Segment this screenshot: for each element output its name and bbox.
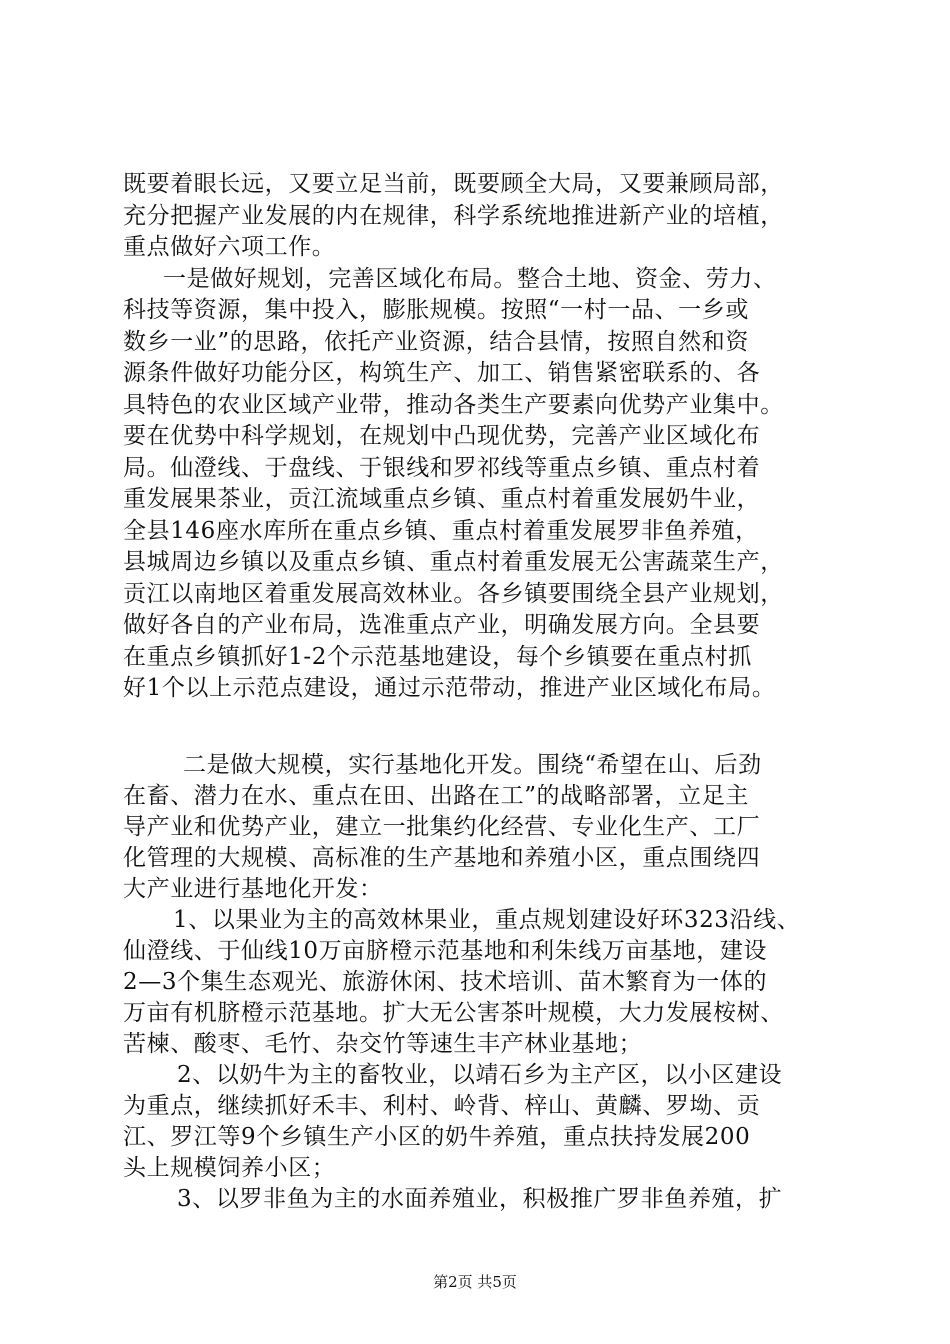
- text-line: 重点做好六项工作。: [123, 234, 336, 260]
- list-item-start-line: 1、以果业为主的高效林果业，重点规划建设好环323沿线、: [173, 907, 801, 933]
- text-line: 源条件做好功能分区，构筑生产、加工、销售紧密联系的、各: [123, 360, 761, 386]
- text-line: 仙澄线、于仙线10万亩脐橙示范基地和利朱线万亩基地，建设: [123, 938, 768, 964]
- text-line: 江、罗江等9个乡镇生产小区的奶牛养殖，重点扶持发展200: [123, 1124, 751, 1150]
- text-line: 科技等资源，集中投入，膨胀规模。按照“一村一品、一乡或: [123, 297, 749, 323]
- text-line: 充分把握产业发展的内在规律，科学系统地推进新产业的培植，: [123, 202, 784, 229]
- text-line: 在重点乡镇抓好1-2个示范基地建设，每个乡镇要在重点村抓: [123, 643, 752, 670]
- list-item-start-line: 2、以奶牛为主的畜牧业，以靖石乡为主产区，以小区建设: [177, 1062, 783, 1088]
- text-line: 数乡一业”的思路，依托产业资源，结合县情，按照自然和资: [123, 328, 749, 355]
- list-item-start-line: 3、以罗非鱼为主的水面养殖业，积极推广罗非鱼养殖，扩: [177, 1186, 783, 1212]
- text-line: 局。仙澄线、于盘线、于银线和罗祁线等重点乡镇、重点村着: [123, 454, 761, 481]
- text-line: 头上规模饲养小区；: [123, 1155, 336, 1181]
- text-line: 2—3个集生态观光、旅游休闲、技术培训、苗木繁育为一体的: [123, 969, 768, 995]
- text-line: 苦楝、酸枣、毛竹、杂交竹等速生丰产林业基地；: [123, 1031, 643, 1057]
- text-line: 既要着眼长远，又要立足当前，既要顾全大局，又要兼顾局部，: [123, 171, 784, 197]
- text-line: 化管理的大规模、高标准的生产基地和养殖小区，重点围绕四: [123, 845, 761, 871]
- text-line: 好1个以上示范点建设，通过示范带动，推进产业区域化布局。: [123, 675, 776, 701]
- text-line: 全县146座水库所在重点乡镇、重点村着重发展罗非鱼养殖，: [123, 517, 759, 544]
- text-line: 重发展果茶业，贡江流域重点乡镇、重点村着重发展奶牛业，: [123, 486, 761, 512]
- paragraph-start-line: 一是做好规划，完善区域化布局。整合土地、资金、劳力、: [163, 265, 777, 292]
- text-line: 做好各自的产业布局，选准重点产业，明确发展方向。全县要: [123, 612, 761, 638]
- text-line: 导产业和优势产业，建立一批集约化经营、专业化生产、工厂: [123, 814, 761, 840]
- text-line: 大产业进行基地化开发：: [123, 876, 383, 902]
- page-number-footer: 第2页 共5页: [433, 1273, 517, 1291]
- text-line: 县城周边乡镇以及重点乡镇、重点村着重发展无公害蔬菜生产，: [123, 549, 784, 575]
- text-line: 要在优势中科学规划，在规划中凸现优势，完善产业区域化布: [123, 423, 761, 449]
- text-line: 贡江以南地区着重发展高效林业。各乡镇要围绕全县产业规划，: [123, 580, 784, 607]
- paragraph-start-line: 二是做大规模，实行基地化开发。围绕“希望在山、后劲: [183, 752, 762, 778]
- text-line: 为重点，继续抓好禾丰、利村、岭背、梓山、黄麟、罗坳、贡: [123, 1093, 761, 1119]
- text-line: 在畜、潜力在水、重点在田、出路在工”的战略部署，立足主: [123, 783, 749, 809]
- text-line: 万亩有机脐橙示范基地。扩大无公害茶叶规模，大力发展桉树、: [123, 1000, 784, 1026]
- text-line: 具特色的农业区域产业带，推动各类生产要素向优势产业集中。: [123, 391, 784, 418]
